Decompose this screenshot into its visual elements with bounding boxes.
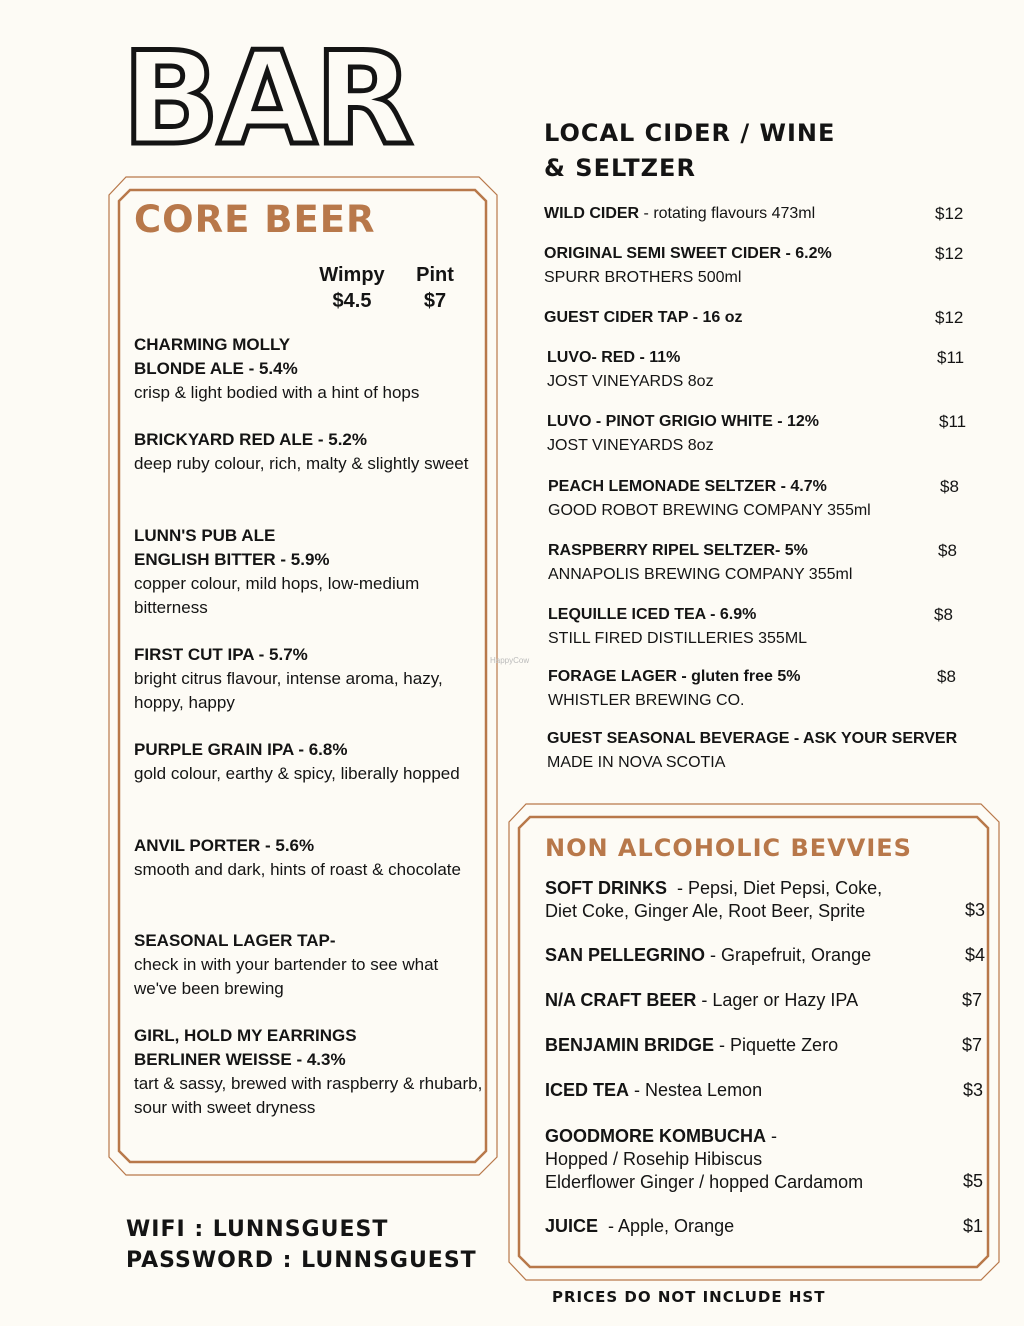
size-pint-label: Pint	[416, 264, 454, 286]
non-alcoholic-detail: - Piquette Zero	[714, 1035, 839, 1055]
beer-name: LUNN'S PUB ALE	[134, 526, 276, 545]
non-alcoholic-line	[545, 877, 882, 900]
local-drink-detail: - rotating flavours 473ml	[639, 205, 816, 222]
wifi-info	[126, 1214, 477, 1276]
beer-name: BRICKYARD RED ALE - 5.2%	[134, 430, 368, 449]
local-drink-producer: GOOD ROBOT BREWING COMPANY 355ml	[548, 502, 871, 519]
non-alcoholic-title: NON ALCOHOLIC BEVVIES	[545, 834, 912, 862]
local-drink-item	[544, 306, 743, 330]
beer-name: ANVIL PORTER - 5.6%	[134, 836, 315, 855]
beer-description: crisp & light bodied with a hint of hops	[134, 383, 420, 402]
local-drink-name	[547, 410, 819, 434]
non-alcoholic-item	[545, 1215, 734, 1238]
local-drink-title: LEQUILLE ICED TEA - 6.9%	[548, 606, 757, 623]
non-alcoholic-price: $3	[965, 900, 986, 920]
local-drink-item	[547, 727, 957, 775]
beer-description: gold colour, earthy & spicy, liberally hopped	[134, 764, 460, 783]
local-drink-title: WILD CIDER	[544, 205, 640, 222]
beer-item	[134, 333, 484, 405]
non-alcoholic-line	[545, 1079, 762, 1102]
local-drink-item	[547, 410, 819, 458]
non-alcoholic-line	[545, 1215, 734, 1238]
watermark-logo: HappyCow	[490, 656, 530, 665]
local-cider-heading	[544, 116, 835, 186]
local-drink-name	[547, 346, 714, 370]
non-alcoholic-detail: - Lager or Hazy IPA	[696, 990, 859, 1010]
local-heading-line-2: & SELTZER	[544, 154, 696, 182]
beer-name: BERLINER WEISSE - 4.3%	[134, 1050, 346, 1069]
non-alcoholic-item	[545, 1079, 762, 1102]
beer-description: check in with your bartender to see what we've been brewing	[134, 955, 439, 998]
local-heading-line-1: LOCAL CIDER / WINE	[544, 119, 836, 147]
local-drink-name	[548, 603, 807, 627]
non-alcoholic-line	[545, 1125, 863, 1148]
size-wimpy	[308, 262, 396, 314]
non-alcoholic-name: GOODMORE KOMBUCHA	[545, 1126, 766, 1146]
non-alcoholic-detail: - Grapefruit, Orange	[705, 945, 872, 965]
local-drink-name	[548, 539, 852, 563]
local-drink-name	[544, 202, 815, 226]
non-alcoholic-item	[545, 877, 882, 923]
beer-name: PURPLE GRAIN IPA - 6.8%	[134, 740, 348, 759]
local-drink-item	[548, 475, 871, 523]
local-drink-price: $8	[934, 605, 953, 624]
local-drink-item	[544, 202, 815, 226]
size-wimpy-price: $4.5	[332, 290, 372, 312]
local-drink-title: RASPBERRY RIPEL SELTZER- 5%	[548, 542, 808, 559]
beer-name: BLONDE ALE - 5.4%	[134, 359, 298, 378]
local-drink-title: FORAGE LAGER - gluten free 5%	[548, 668, 801, 685]
non-alcoholic-name: ICED TEA	[545, 1080, 630, 1100]
non-alcoholic-price: $7	[962, 1035, 983, 1055]
local-drink-price: $11	[937, 348, 965, 367]
non-alcoholic-detail: Elderflower Ginger / hopped Cardamom	[545, 1172, 864, 1192]
beer-description: smooth and dark, hints of roast & chocolate	[134, 860, 461, 879]
size-wimpy-label: Wimpy	[319, 264, 385, 286]
local-drink-item	[548, 665, 800, 713]
beer-item	[134, 834, 484, 882]
local-drink-title: GUEST CIDER TAP - 16 oz	[544, 309, 743, 326]
beer-name: FIRST CUT IPA - 5.7%	[134, 645, 308, 664]
bar-title: BAR	[122, 25, 412, 174]
local-drink-item	[548, 539, 852, 587]
local-drink-producer: JOST VINEYARDS 8oz	[547, 373, 714, 390]
local-drink-title: LUVO - PINOT GRIGIO WHITE - 12%	[547, 413, 820, 430]
beer-item	[134, 643, 484, 715]
non-alcoholic-detail: - Nestea Lemon	[629, 1080, 763, 1100]
local-drink-price: $12	[935, 308, 964, 327]
local-drink-name	[544, 242, 832, 266]
local-drink-title: LUVO- RED - 11%	[547, 349, 681, 366]
non-alcoholic-name: JUICE	[545, 1216, 599, 1236]
non-alcoholic-price: $4	[965, 945, 986, 965]
size-pint-price: $7	[423, 290, 447, 312]
beer-item	[134, 1024, 484, 1120]
non-alcoholic-item	[545, 1034, 838, 1057]
non-alcoholic-item	[545, 989, 858, 1012]
core-beer-title: CORE BEER	[134, 198, 376, 241]
hst-note: PRICES DO NOT INCLUDE HST	[552, 1288, 826, 1306]
local-drink-name	[548, 475, 871, 499]
beer-description: deep ruby colour, rich, malty & slightly sweet	[134, 454, 469, 473]
local-drink-name	[548, 665, 800, 689]
beer-name: SEASONAL LAGER TAP-	[134, 931, 336, 950]
beer-name: CHARMING MOLLY	[134, 335, 291, 354]
beer-description: tart & sassy, brewed with raspberry & rhubarb, sour with sweet dryness	[134, 1074, 483, 1117]
local-drink-name	[547, 727, 957, 751]
local-drink-name	[544, 306, 743, 330]
local-drink-title: GUEST SEASONAL BEVERAGE - ASK YOUR SERVER	[547, 730, 958, 747]
local-drink-producer: STILL FIRED DISTILLERIES 355ML	[548, 630, 808, 647]
local-drink-price: $11	[939, 412, 967, 431]
non-alcoholic-detail: Hopped / Rosehip Hibiscus	[545, 1149, 763, 1169]
beer-name: ENGLISH BITTER - 5.9%	[134, 550, 330, 569]
non-alcoholic-detail: - Apple, Orange	[598, 1216, 735, 1236]
local-drink-producer: ANNAPOLIS BREWING COMPANY 355ml	[548, 566, 853, 583]
non-alcoholic-detail: Diet Coke, Ginger Ale, Root Beer, Sprite	[545, 901, 866, 921]
non-alcoholic-name: SOFT DRINKS	[545, 878, 668, 898]
local-drink-item	[548, 603, 807, 651]
non-alcoholic-price: $1	[963, 1216, 984, 1236]
non-alcoholic-name: N/A CRAFT BEER	[545, 990, 697, 1010]
beer-description: copper colour, mild hops, low-medium bitterness	[134, 574, 420, 617]
local-drink-price: $12	[935, 244, 964, 263]
beer-item	[134, 524, 484, 620]
local-drink-item	[544, 242, 832, 290]
size-pint	[404, 262, 466, 314]
beer-item	[134, 428, 484, 476]
non-alcoholic-item	[545, 1125, 863, 1194]
local-drink-price: $12	[935, 204, 964, 223]
local-drink-producer: WHISTLER BREWING CO.	[548, 692, 745, 709]
beer-item	[134, 929, 484, 1001]
local-drink-producer: SPURR BROTHERS 500ml	[544, 269, 742, 286]
local-drink-title: ORIGINAL SEMI SWEET CIDER - 6.2%	[544, 245, 832, 262]
non-alcoholic-detail: -	[766, 1126, 777, 1146]
beer-item	[134, 738, 484, 786]
local-drink-producer: JOST VINEYARDS 8oz	[547, 437, 714, 454]
non-alcoholic-item	[545, 944, 871, 967]
local-drink-item	[547, 346, 714, 394]
local-drink-price: $8	[937, 667, 956, 686]
local-drink-price: $8	[938, 541, 957, 560]
non-alcoholic-price: $3	[963, 1080, 984, 1100]
non-alcoholic-line	[545, 1034, 838, 1057]
non-alcoholic-name: SAN PELLEGRINO	[545, 945, 706, 965]
non-alcoholic-detail: - Pepsi, Diet Pepsi, Coke,	[667, 878, 883, 898]
beer-description: bright citrus flavour, intense aroma, hazy, hoppy, happy	[134, 669, 443, 712]
wifi-network: WIFI : LUNNSGUEST	[126, 1217, 389, 1242]
non-alcoholic-name: BENJAMIN BRIDGE	[545, 1035, 715, 1055]
non-alcoholic-price: $5	[963, 1171, 984, 1191]
local-drink-title: PEACH LEMONADE SELTZER - 4.7%	[548, 478, 827, 495]
local-drink-price: $8	[940, 477, 959, 496]
local-drink-producer: MADE IN NOVA SCOTIA	[547, 754, 726, 771]
wifi-password: PASSWORD : LUNNSGUEST	[126, 1248, 477, 1273]
non-alcoholic-line	[545, 944, 871, 967]
beer-name: GIRL, HOLD MY EARRINGS	[134, 1026, 357, 1045]
non-alcoholic-line	[545, 989, 858, 1012]
non-alcoholic-price: $7	[962, 990, 983, 1010]
